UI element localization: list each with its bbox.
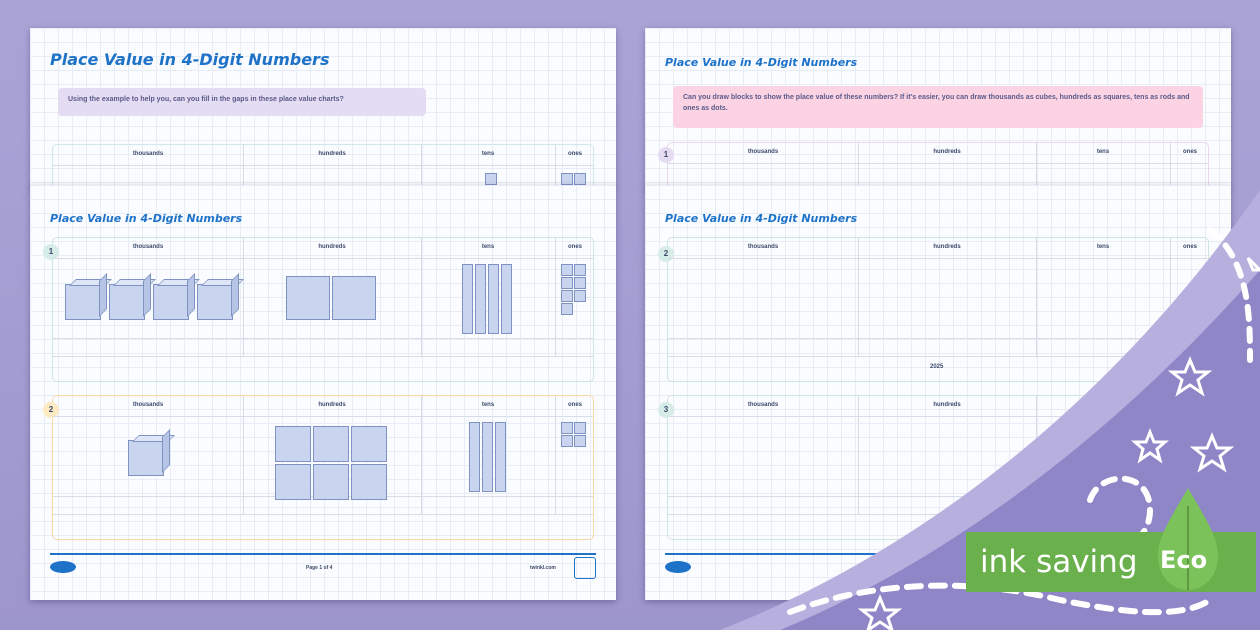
header-tens: tens [481, 244, 495, 250]
header-thousands: thousands [132, 244, 164, 250]
header-ones: ones [567, 402, 582, 408]
instruction-box: Can you draw blocks to show the place value of these numbers? If it's easier, you can draw thousands as cubes, hundreds as squares, tens as rods and ones as dots. [673, 86, 1203, 128]
header-thousands: thousands [747, 402, 779, 408]
header-hundreds: hundreds [318, 402, 346, 408]
header-thousands: thousands [747, 149, 779, 155]
header-ones: ones [567, 151, 582, 157]
page-title: Place Value in 4-Digit Numbers [50, 50, 330, 69]
header-hundreds: hundreds [933, 149, 961, 155]
chart-number-badge: 1 [658, 147, 674, 163]
header-tens: tens [481, 151, 495, 157]
page-title: Place Value in 4-Digit Numbers [665, 212, 858, 225]
header-tens: tens [481, 402, 495, 408]
header-hundreds: hundreds [933, 244, 961, 250]
footer-site: twinkl.com [530, 565, 556, 571]
header-hundreds: hundreds [318, 244, 346, 250]
page-title: Place Value in 4-Digit Numbers [665, 56, 858, 69]
header-thousands: thousands [747, 244, 779, 250]
header-ones: ones [567, 244, 582, 250]
header-thousands: thousands [132, 151, 164, 157]
header-ones: ones [1182, 244, 1197, 250]
chart-number-badge: 1 [43, 244, 59, 260]
chart-value: 2025 [930, 364, 944, 370]
header-hundreds: hundreds [318, 151, 346, 157]
page-title: Place Value in 4-Digit Numbers [50, 212, 243, 225]
chart-number-badge: 3 [658, 402, 674, 418]
header-tens: tens [1096, 149, 1110, 155]
chart-number-badge: 2 [658, 246, 674, 262]
header-tens: tens [1096, 244, 1110, 250]
header-thousands: thousands [132, 402, 164, 408]
instruction-box: Using the example to help you, can you fill in the gaps in these place value charts? [58, 88, 426, 116]
eco-badge: Eco [1160, 546, 1208, 574]
leaf-drop-icon [1156, 486, 1220, 592]
chart-number-badge: 2 [43, 402, 59, 418]
header-ones: ones [1182, 149, 1197, 155]
ink-saving-label: ink saving [980, 544, 1138, 580]
page-number: Page 1 of 4 [306, 565, 333, 571]
header-hundreds: hundreds [933, 402, 961, 408]
